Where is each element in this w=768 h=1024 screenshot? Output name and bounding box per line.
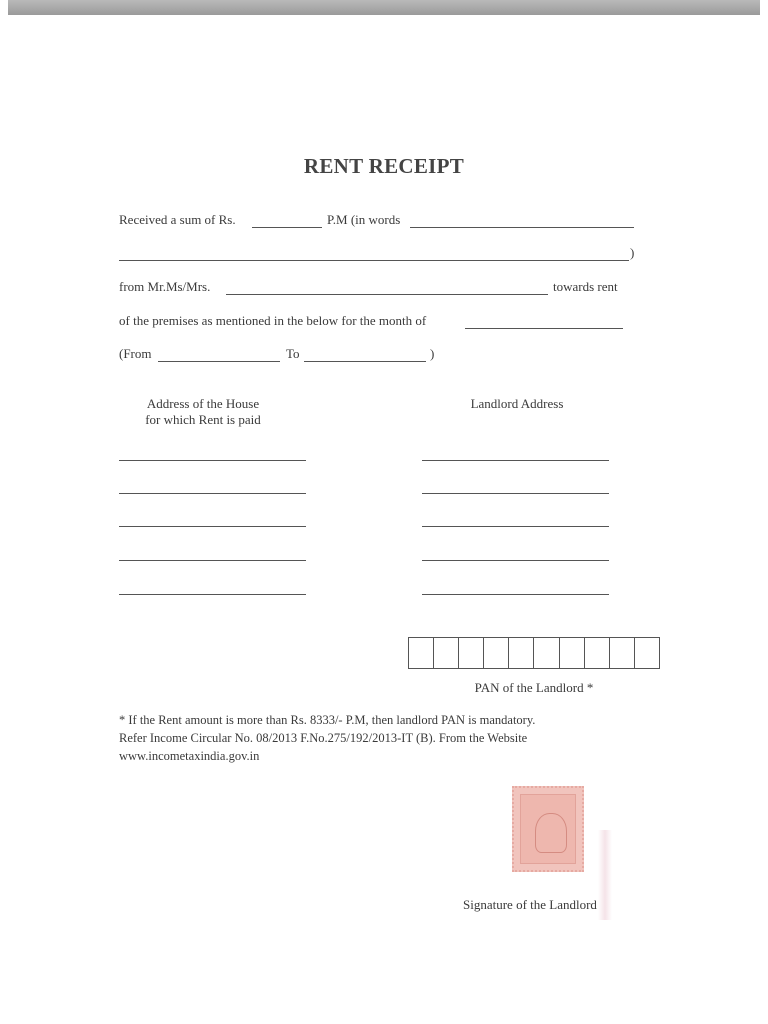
period-from-label: (From (119, 346, 152, 361)
landlord-address-heading: Landlord Address (470, 396, 564, 411)
towards-rent-label: towards rent (553, 279, 618, 294)
landlord-signature-label: Signature of the Landlord (463, 897, 597, 912)
pan-label: PAN of the Landlord * (474, 680, 594, 695)
pan-input-boxes[interactable] (408, 637, 660, 669)
amount-in-words-continued-field[interactable] (119, 260, 629, 261)
revenue-stamp-inner (520, 794, 576, 864)
pan-character-cell[interactable] (610, 638, 635, 668)
house-address-heading (112, 396, 294, 428)
per-month-in-words-label: P.M (in words (327, 212, 401, 227)
pan-character-cell[interactable] (635, 638, 659, 668)
pan-character-cell[interactable] (409, 638, 434, 668)
period-from-field[interactable] (158, 361, 280, 362)
period-closing-parenthesis: ) (430, 346, 435, 361)
closing-parenthesis: ) (630, 245, 635, 260)
pan-character-cell[interactable] (534, 638, 559, 668)
tenant-name-label: from Mr.Ms/Mrs. (119, 279, 211, 294)
house-address-heading-line2: for which Rent is paid (145, 412, 261, 427)
pan-mandatory-note (119, 711, 535, 765)
amount-field[interactable] (252, 227, 322, 228)
pan-character-cell[interactable] (560, 638, 585, 668)
note-website-link[interactable]: www.incometaxindia.gov.in (119, 749, 260, 763)
house-address-line[interactable] (119, 493, 306, 494)
house-address-line[interactable] (119, 594, 306, 595)
received-sum-label: Received a sum of Rs. (119, 212, 236, 227)
pan-character-cell[interactable] (585, 638, 610, 668)
house-address-line[interactable] (119, 526, 306, 527)
pan-character-cell[interactable] (484, 638, 509, 668)
emblem-icon (535, 813, 567, 853)
tenant-name-field[interactable] (226, 294, 548, 295)
premises-month-label: of the premises as mentioned in the below for the month of (119, 313, 427, 328)
period-to-label: To (286, 346, 300, 361)
pan-character-cell[interactable] (509, 638, 534, 668)
note-line1: * If the Rent amount is more than Rs. 8333/- P.M, then landlord PAN is mandatory. (119, 713, 536, 727)
landlord-address-line[interactable] (422, 493, 609, 494)
rent-month-field[interactable] (465, 328, 623, 329)
landlord-address-line[interactable] (422, 460, 609, 461)
period-to-field[interactable] (304, 361, 426, 362)
note-line2: Refer Income Circular No. 08/2013 F.No.275/192/2013-IT (B). From the Website (119, 731, 528, 745)
scan-top-edge (8, 0, 760, 15)
pan-character-cell[interactable] (434, 638, 459, 668)
landlord-address-line[interactable] (422, 594, 609, 595)
house-address-line[interactable] (119, 560, 306, 561)
amount-in-words-field[interactable] (410, 227, 634, 228)
document-title: RENT RECEIPT (303, 154, 465, 178)
revenue-stamp (512, 786, 584, 872)
pan-character-cell[interactable] (459, 638, 484, 668)
landlord-address-line[interactable] (422, 560, 609, 561)
scan-smudge (598, 830, 612, 920)
house-address-heading-line1: Address of the House (146, 396, 260, 411)
landlord-address-line[interactable] (422, 526, 609, 527)
house-address-line[interactable] (119, 460, 306, 461)
